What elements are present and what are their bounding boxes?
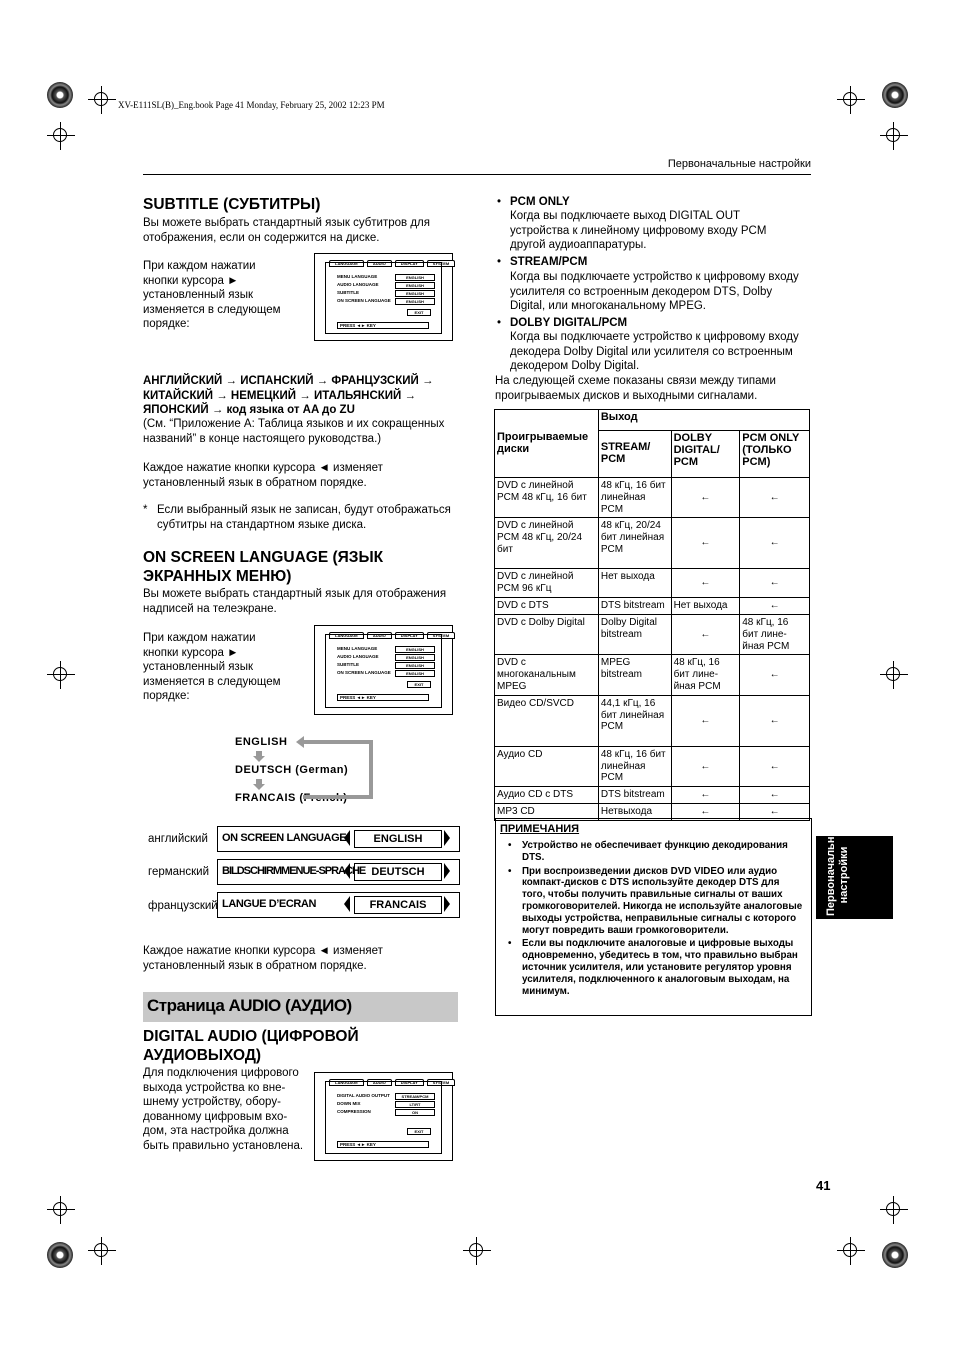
- output-cell: ←: [740, 746, 810, 786]
- table-row: [495, 518, 810, 569]
- audio-page-banner-title: Страница AUDIO (АУДИО): [147, 996, 352, 1015]
- crop-mark: [880, 122, 908, 150]
- osd-row: DOWN MIX: [337, 1101, 361, 1106]
- osd-value: ENGLISH: [395, 282, 435, 289]
- output-cell: MPEG bitstream: [598, 655, 671, 695]
- crop-mark: [88, 1237, 116, 1265]
- left-arrow-icon: [344, 863, 350, 879]
- bullet: •: [508, 865, 512, 877]
- osd-row: DIGITAL AUDIO OUTPUT: [337, 1093, 390, 1098]
- osd-tab: SYSTEM: [427, 260, 455, 267]
- output-cell: ←: [740, 569, 810, 598]
- disc-type-cell: DVD с DTS: [495, 597, 599, 614]
- registration-disc-bottom-right: [882, 1242, 908, 1268]
- osd-language-screen: [314, 625, 453, 715]
- note-item: [508, 840, 804, 864]
- header-output: Выход: [598, 410, 809, 431]
- osd-value: ENGLISH: [395, 662, 435, 669]
- header-col: STREAM/ PCM: [598, 431, 671, 478]
- output-cell: DTS bitstream: [598, 597, 671, 614]
- disc-type-cell: DVD с Dolby Digital: [495, 614, 599, 654]
- crop-mark: [47, 1196, 75, 1224]
- subtitle-sequence-1: АНГЛИЙСКИЙ → ИСПАНСКИЙ → ФРАНЦУЗСКИЙ →: [143, 375, 434, 387]
- output-cell: ←: [740, 804, 810, 821]
- output-cell: ←: [740, 597, 810, 614]
- disc-type-cell: Аудио CD: [495, 746, 599, 786]
- osd-exit: EXIT: [407, 1128, 431, 1135]
- crop-mark: [47, 661, 75, 689]
- output-cell: ←: [671, 804, 740, 821]
- audio-page-banner: [143, 992, 458, 1022]
- osd-exit: EXIT: [407, 681, 431, 688]
- down-arrow-icon: [253, 756, 265, 762]
- disc-type-cell: DVD с линейной PCM 48 кГц, 16 бит: [495, 478, 599, 518]
- output-cell: 44,1 кГц, 16 бит линейная PCM: [598, 695, 671, 746]
- osd-tab: AUDIO: [367, 1079, 392, 1086]
- registration-disc-top-left: [47, 82, 73, 108]
- right-arrow-icon: [444, 830, 450, 846]
- osd-press: PRESS ◄► KEY: [337, 322, 429, 329]
- subtitle-sequence-3: ЯПОНСКИЙ → код языка от AA до ZU: [143, 404, 355, 416]
- notes-title: ПРИМЕЧАНИЯ: [500, 823, 580, 835]
- osd-language-row: [217, 892, 460, 918]
- osd-value: ENGLISH: [395, 298, 435, 305]
- output-cell: Dolby Digital bitstream: [598, 614, 671, 654]
- subtitle-sequence-2: КИТАЙСКИЙ → НЕМЕЦКИЙ → ИТАЛЬЯНСКИЙ →: [143, 390, 416, 402]
- digital-audio-intro: Для подключения цифрового выхода устройства ко вне-шнему устройству, обору-дованному цифровым вхо-дом, эта настройка должна быть правильно установлена.: [143, 1067, 304, 1152]
- disc-type-cell: DVD с линейной PCM 96 кГц: [495, 569, 599, 598]
- osd-exit: EXIT: [407, 309, 431, 316]
- table-intro: На следующей схеме показаны связи между типами проигрываемых дисков и выходными сигналами.: [495, 375, 776, 402]
- osd-tab: LANGUAGE: [329, 1079, 364, 1086]
- osd-language-row: [217, 826, 460, 852]
- header-col: PCM ONLY (ТОЛЬКО PCM): [740, 431, 810, 478]
- table-row: [495, 746, 810, 786]
- osd-row-value: ENGLISH: [354, 830, 442, 848]
- output-cell: Нет выхода: [598, 569, 671, 598]
- crop-mark: [880, 661, 908, 689]
- osd-row: COMPRESSION: [337, 1109, 371, 1114]
- output-cell: ←: [671, 787, 740, 804]
- table-row: [495, 597, 810, 614]
- osd-row-label: LANGUE D’ECRAN: [222, 898, 317, 910]
- osd-row-label: ON SCREEN LANGUAGE: [222, 832, 347, 844]
- osd-row: AUDIO LANGUAGE: [337, 282, 379, 287]
- osd-tab: AUDIO: [367, 260, 392, 267]
- osd-value: ON: [395, 1109, 435, 1116]
- disc-type-cell: Видео CD/SVCD: [495, 695, 599, 746]
- osd-tab: DISPLAY: [395, 1079, 424, 1086]
- lang-name: французский: [148, 900, 218, 912]
- output-cell: ←: [671, 746, 740, 786]
- header-discs: Проигрываемые диски: [495, 410, 599, 478]
- osd-row: SUBTITLE: [337, 290, 359, 295]
- osd-value: ENGLISH: [395, 654, 435, 661]
- note-text: Если вы подключите аналоговые и цифровые выходы одновременно, убедитесь в том, что правильно выбран источник усилителя, или установите регулятор уровня усилителя, подключенного к аналоговым выходам, на минимум.: [522, 938, 798, 997]
- cycle-item: ENGLISH: [235, 736, 288, 748]
- crop-mark: [837, 1237, 865, 1265]
- output-cell: ←: [671, 518, 740, 569]
- option-text: Когда вы подключаете устройство к цифровому входу декодера Dolby Digital или усилителя со встроенным декодером Dolby Digital.: [510, 331, 799, 372]
- output-cell: ←: [740, 518, 810, 569]
- option-name: PCM ONLY: [510, 196, 570, 208]
- output-cell: ←: [671, 569, 740, 598]
- asterisk-mark: *: [143, 504, 148, 516]
- osd-language-screen: [314, 253, 453, 341]
- bullet: •: [497, 256, 502, 268]
- osd-tab: AUDIO: [367, 632, 392, 639]
- side-tab: [816, 821, 893, 919]
- output-cell: 48 кГц, 16 бит лине-йная PCM: [671, 655, 740, 695]
- subtitle-intro: Вы можете выбрать стандартный язык субтитров для отображения, если он содержится на диске.: [143, 217, 430, 244]
- output-cell: ←: [671, 614, 740, 654]
- osd-value: LT/RT: [395, 1101, 435, 1108]
- osd-value: ENGLISH: [395, 670, 435, 677]
- osd-language-row: [217, 859, 460, 885]
- disc-type-cell: DVD с многоканальным MPEG: [495, 655, 599, 695]
- output-cell: ←: [740, 695, 810, 746]
- table-row: [495, 614, 810, 654]
- header-rule: [143, 174, 811, 175]
- right-arrow-icon: [444, 896, 450, 912]
- osd-value: STREAM/PCM: [395, 1093, 435, 1100]
- osd-press: PRESS ◄► KEY: [337, 1141, 429, 1148]
- output-table: [494, 409, 810, 821]
- osl-heading-1: ON SCREEN LANGUAGE (ЯЗЫК: [143, 549, 384, 566]
- output-cell: ←: [740, 655, 810, 695]
- subtitle-press-text: При каждом нажатии кнопки курсора ► установленный язык изменяется в следующем порядке:: [143, 260, 281, 330]
- cycle-item: FRANCAIS (French): [235, 792, 348, 804]
- digital-audio-heading-2: АУДИОВЫХОД): [143, 1047, 262, 1064]
- bullet: •: [508, 938, 512, 950]
- right-arrow-icon: [444, 863, 450, 879]
- subtitle-heading: SUBTITLE (СУБТИТРЫ): [143, 196, 321, 213]
- subtitle-reverse-note: Каждое нажатие кнопки курсора ◄ изменяет установленный язык в обратном порядке.: [143, 462, 383, 489]
- option-name: DOLBY DIGITAL/PCM: [510, 317, 628, 329]
- note-item: [508, 938, 804, 997]
- osd-row: MENU LANGUAGE: [337, 274, 378, 279]
- lang-name: германский: [148, 866, 210, 878]
- crop-mark: [47, 122, 75, 150]
- option-text: Когда вы подключаете выход DIGITAL OUT устройства к линейному цифровому входу PCM другой аудиоаппаратуры.: [510, 210, 767, 251]
- disc-type-cell: DVD с линейной PCM 48 кГц, 20/24 бит: [495, 518, 599, 569]
- table-row: [495, 569, 810, 598]
- lang-name: английский: [148, 833, 208, 845]
- disc-type-cell: MP3 CD: [495, 804, 599, 821]
- note-item: [508, 866, 804, 937]
- loop-connector: [303, 740, 373, 799]
- output-cell: ←: [671, 695, 740, 746]
- osd-row-value: FRANCAIS: [354, 896, 442, 914]
- note-text: При воспроизведении дисков DVD VIDEO или аудио компакт-дисков с DTS используйте декодер DTS для того, чтобы получить правильные сигналы от ваших громкоговорителей. Никогда не используйте аналоговые выходы устройства, неправильные сигналы с которого могут повредить ваши громкоговорители.: [522, 865, 803, 936]
- subtitle-see-note: (См. “Приложение A: Таблица языков и их сокращенных названий” в конце настоящего руководства.): [143, 418, 445, 445]
- osd-tab: DISPLAY: [395, 632, 424, 639]
- crop-mark: [837, 86, 865, 114]
- osd-press: PRESS ◄► KEY: [337, 694, 429, 701]
- running-title: Первоначальные настройки: [667, 158, 811, 170]
- osd-tab: SYSTEM: [427, 632, 455, 639]
- note-text: Устройство не обеспечивает функцию декодирования DTS.: [522, 840, 788, 863]
- notes-box: [495, 818, 812, 1016]
- osd-row: AUDIO LANGUAGE: [337, 654, 379, 659]
- disc-type-cell: Аудио CD с DTS: [495, 787, 599, 804]
- osd-tab: LANGUAGE: [329, 260, 364, 267]
- osd-tab: DISPLAY: [395, 260, 424, 267]
- crop-mark: [463, 1237, 491, 1265]
- osd-row: ON SCREEN LANGUAGE: [337, 298, 391, 303]
- bullet: •: [508, 840, 512, 851]
- side-tab-label: Первоначальные настройки: [825, 821, 850, 916]
- option-text: Когда вы подключаете устройство к цифровому входу усилителя со встроенным декодером DTS, Dolby Digital, или многоканальному MPEG.: [510, 271, 799, 312]
- left-arrow-icon: [344, 830, 350, 846]
- output-cell: Нетвыхода: [598, 804, 671, 821]
- osd-tab: LANGUAGE: [329, 632, 364, 639]
- crop-mark: [880, 1196, 908, 1224]
- table-row: [495, 655, 810, 695]
- osl-press-text: При каждом нажатии кнопки курсора ► установленный язык изменяется в следующем порядке:: [143, 632, 281, 702]
- cycle-item: DEUTSCH (German): [235, 764, 349, 776]
- table-row: [495, 787, 810, 804]
- osl-reverse-note: Каждое нажатие кнопки курсора ◄ изменяет установленный язык в обратном порядке.: [143, 945, 383, 972]
- option-name: STREAM/PCM: [510, 256, 588, 268]
- osd-value: ENGLISH: [395, 290, 435, 297]
- table-row: [495, 695, 810, 746]
- bullet: •: [497, 317, 502, 329]
- file-info-line: XV-E111SL(B)_Eng.book Page 41 Monday, February 25, 2002 12:23 PM: [118, 100, 385, 110]
- osd-value: ENGLISH: [395, 274, 435, 281]
- osd-tab: SYSTEM: [427, 1079, 455, 1086]
- down-arrow-icon: [253, 784, 265, 790]
- osd-audio-screen: [314, 1072, 453, 1161]
- registration-disc-bottom-left: [47, 1242, 73, 1268]
- output-cell: Нет выхода: [671, 597, 740, 614]
- output-cell: ←: [740, 787, 810, 804]
- page-number: 41: [816, 1178, 831, 1193]
- osd-row-label: BILDSCHIRMMENUE-SPRACHE: [222, 865, 366, 877]
- osl-heading-2: ЭКРАННЫХ МЕНЮ): [143, 568, 292, 585]
- osd-row-value: DEUTSCH: [354, 863, 442, 881]
- output-cell: 48 кГц, 16 бит линейная PCM: [598, 746, 671, 786]
- table-row: [495, 478, 810, 518]
- subtitle-asterisk-note: Если выбранный язык не записан, будут отображаться субтитры на стандартном языке диска.: [157, 504, 451, 531]
- output-cell: 48 кГц, 16 бит лине-йная PCM: [740, 614, 810, 654]
- digital-audio-heading-1: DIGITAL AUDIO (ЦИФРОВОЙ: [143, 1028, 359, 1045]
- osd-value: ENGLISH: [395, 646, 435, 653]
- osd-row: SUBTITLE: [337, 662, 359, 667]
- output-cell: 48 кГц, 16 бит линейная PCM: [598, 478, 671, 518]
- osl-intro: Вы можете выбрать стандартный язык для отображения надписей на телеэкране.: [143, 588, 447, 615]
- bullet: •: [497, 196, 502, 208]
- output-cell: DTS bitstream: [598, 787, 671, 804]
- left-arrow-icon: [296, 736, 304, 748]
- registration-disc-top-right: [882, 82, 908, 108]
- osd-row: MENU LANGUAGE: [337, 646, 378, 651]
- output-cell: ←: [671, 478, 740, 518]
- output-cell: ←: [740, 478, 810, 518]
- osd-row: ON SCREEN LANGUAGE: [337, 670, 391, 675]
- notes-list: [508, 840, 804, 997]
- left-arrow-icon: [344, 896, 350, 912]
- header-col: DOLBY DIGITAL/ PCM: [671, 431, 740, 478]
- crop-mark: [88, 86, 116, 114]
- output-cell: 48 кГц, 20/24 бит линейная PCM: [598, 518, 671, 569]
